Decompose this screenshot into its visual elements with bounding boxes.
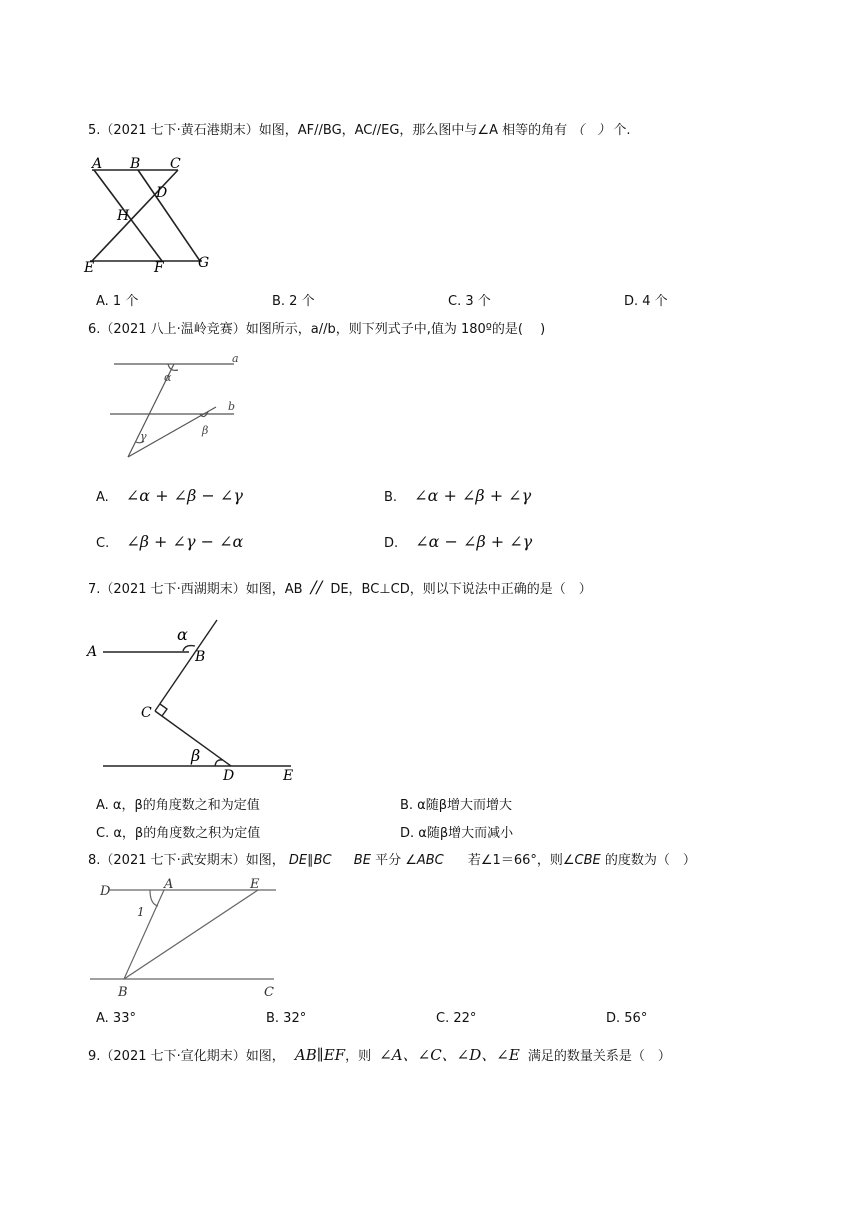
q6-option-d[interactable] [384,532,532,551]
q7-option-b[interactable]: B. α随β增大而增大 [400,798,513,813]
q8-bisects: 平分 [375,853,402,868]
q7-option-a[interactable]: A. α，β的角度数之和为定值 [96,798,260,813]
q6-option-a[interactable] [96,486,243,505]
q8-label-e: E [250,877,260,892]
q8-option-c[interactable]: C. 22° [436,1011,477,1026]
q6-option-c-expr: ∠β + ∠γ − ∠α [126,532,244,551]
q5-figure [82,150,222,275]
q7-option-c[interactable]: C. α，β的角度数之积为定值 [96,826,261,841]
q7-label-e: E [283,768,294,784]
q7-label-alpha: α [177,625,188,644]
q6-option-b-letter: B. [384,490,398,505]
q7-option-d[interactable]: D. α随β增大而减小 [400,826,514,841]
q8-stem-text: 8.（2021 七下·武安期末）如图， [88,853,285,868]
q6-option-a-expr: ∠α + ∠β − ∠γ [125,486,243,505]
q9-ab-parallel-ef: AB∥EF [294,1046,346,1064]
q5-answer-paren: （ ） [571,123,611,138]
q7-figure [85,616,305,786]
q5-label-b: B [130,156,141,172]
q7-stem-text: 7.（2021 七下·西湖期末）如图，AB [88,582,303,597]
q5-option-a[interactable]: A. 1 个 [96,294,139,309]
q7-parallel-symbol: // [310,578,323,598]
q8-option-b[interactable]: B. 32° [266,1011,307,1026]
q8-de-parallel-bc: DE∥BC [288,853,332,868]
q8-figure [88,876,288,1004]
q9-stem [88,1044,671,1065]
q6-label-gamma: γ [140,430,147,443]
q5-label-a: A [92,156,103,172]
q7-label-d: D [223,768,235,784]
q8-be: BE [353,853,371,868]
q8-label-c: C [264,985,274,1000]
q8-label-a: A [164,877,174,892]
q5-option-d[interactable]: D. 4 个 [624,294,668,309]
q5-label-h: H [117,208,130,224]
q8-label-d: D [100,884,111,899]
q5-stem-text: 5.（2021 七下·黄石港期末）如图，AF//BG，AC//EG，那么图中与∠A 相等的角有 [88,123,568,138]
q5-label-e: E [84,260,95,275]
q6-option-c[interactable] [96,532,243,551]
q6-option-d-expr: ∠α − ∠β + ∠γ [415,532,533,551]
q7-label-c: C [141,705,152,721]
q8-label-1: 1 [137,905,145,919]
q6-label-b: b [228,400,236,413]
q8-angle-cbe: ∠CBE [562,853,601,868]
q6-label-alpha: α [164,371,172,384]
q8-option-a[interactable]: A. 33° [96,1011,136,1026]
q9-stem-tail: 满足的数量关系是（ ） [527,1049,671,1064]
q5-stem-tail: 个. [613,123,631,138]
q5-option-c[interactable]: C. 3 个 [448,294,491,309]
q7-label-a: A [87,644,98,660]
q6-option-b-expr: ∠α + ∠β + ∠γ [414,486,532,505]
q7-stem-tail: DE，BC⊥CD，则以下说法中正确的是（ ） [330,582,592,597]
q8-stem [88,849,696,868]
q6-option-c-letter: C. [96,536,110,551]
q5-option-b[interactable]: B. 2 个 [272,294,315,309]
q7-label-b: B [195,649,206,665]
q8-label-b: B [118,985,128,1000]
q8-condition: 若∠1＝66°，则 [467,853,563,868]
q6-option-b[interactable] [384,486,531,505]
q9-stem-text: 9.（2021 七下·宣化期末）如图， [88,1049,285,1064]
q5-stem [88,119,631,138]
q7-label-beta: β [191,746,201,765]
q9-then: ，则 [345,1049,372,1064]
q8-stem-tail: 的度数为（ ） [604,853,696,868]
q6-figure [108,350,243,465]
q9-angles: ∠A、∠C、∠D、∠E [379,1046,520,1064]
q7-stem [88,578,592,598]
q6-label-beta: β [202,424,209,437]
q6-option-d-letter: D. [384,536,399,551]
q5-label-g: G [198,255,210,271]
q5-label-c: C [170,156,181,172]
q5-label-d: D [156,185,168,201]
q6-stem: 6.（2021 八上·温岭竞赛）如图所示，a//b，则下列式子中,值为 180º的是( ) [88,322,546,337]
q8-option-d[interactable]: D. 56° [606,1011,648,1026]
q8-angle-abc: ∠ABC [405,853,444,868]
q5-label-f: F [154,260,164,275]
q6-option-a-letter: A. [96,490,109,505]
q6-label-a: a [232,352,239,365]
